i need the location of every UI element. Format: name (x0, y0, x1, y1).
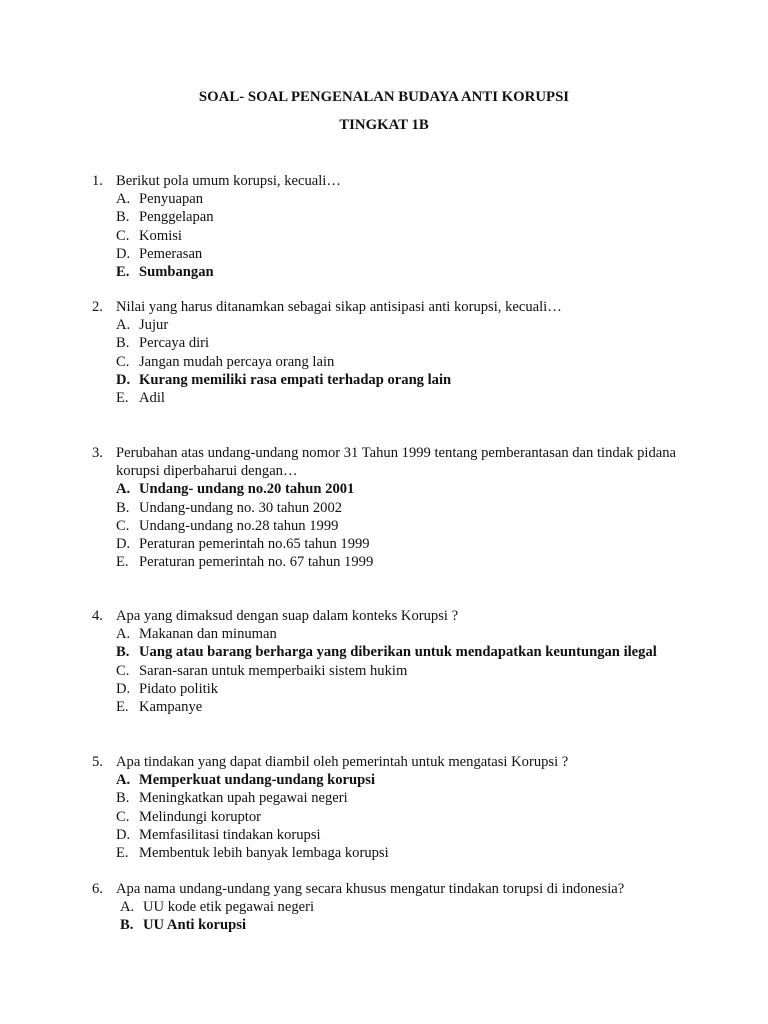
option-b: B. Percaya diri (116, 335, 210, 352)
question-stem (0, 298, 676, 316)
question-stem (0, 880, 716, 898)
option-e: E. Membentuk lebih banyak lembaga korupsi (116, 845, 389, 862)
option-d: D. Memfasilitasi tindakan korupsi (116, 826, 321, 843)
question-1 (0, 172, 768, 281)
option-a: A. Penyuapan (116, 191, 204, 208)
option-b: B. Undang-undang no. 30 tahun 2002 (116, 499, 343, 516)
question-text: Apa nama undang-undang yang secara khusus mengatur tindakan torupsi di indonesia? (116, 881, 625, 897)
question-number: 2. (92, 299, 103, 315)
option-b-answer: B. UU Anti korupsi (120, 917, 246, 934)
question-text: Apa yang dimaksud dengan suap dalam konteks Korupsi ? (116, 608, 459, 624)
option-e-answer: E. Sumbangan (116, 264, 214, 281)
option-list (0, 480, 768, 571)
question-stem (0, 444, 676, 480)
option-e: E. Adil (116, 390, 165, 407)
option-a: A. Makanan dan minuman (116, 626, 277, 643)
document-title: SOAL- SOAL PENGENALAN BUDAYA ANTI KORUPSI (198, 89, 570, 105)
question-4 (0, 607, 768, 716)
question-number: 6. (92, 881, 103, 897)
question-number: 3. (92, 445, 103, 461)
option-list (0, 898, 768, 934)
question-stem (0, 753, 676, 771)
question-text: Perubahan atas undang-undang nomor 31 Tahun 1999 tentang pemberantasan dan tindak pidana korupsi diperbaharui dengan… (116, 445, 677, 480)
option-c: C. Jangan mudah percaya orang lain (116, 353, 335, 370)
option-c: C. Melindungi koruptor (116, 808, 262, 825)
question-5 (0, 753, 768, 862)
option-b: B. Meningkatkan upah pegawai negeri (116, 790, 348, 807)
question-text: Berikut pola umum korupsi, kecuali… (116, 173, 341, 189)
option-list (0, 316, 768, 407)
option-a: A. UU kode etik pegawai negeri (120, 899, 315, 916)
question-3 (0, 444, 768, 571)
option-a-answer: A. Undang- undang no.20 tahun 2001 (116, 481, 355, 498)
option-e: E. Kampanye (116, 699, 203, 716)
question-stem (0, 607, 676, 625)
option-d: D. Peraturan pemerintah no.65 tahun 1999 (116, 536, 370, 553)
option-a: A. Jujur (116, 317, 169, 334)
option-list (0, 190, 768, 281)
option-c: C. Undang-undang no.28 tahun 1999 (116, 517, 339, 534)
question-text: Apa tindakan yang dapat diambil oleh pemerintah untuk mengatasi Korupsi ? (116, 754, 569, 770)
question-6 (0, 880, 768, 935)
option-b-answer: B. Uang atau barang berharga yang diberikan untuk mendapatkan keuntungan ilegal (116, 644, 657, 661)
question-text: Nilai yang harus ditanamkan sebagai sikap antisipasi anti korupsi, kecuali… (116, 299, 562, 315)
option-a-answer: A. Memperkuat undang-undang korupsi (116, 772, 376, 789)
option-d: D. Pemerasan (116, 245, 203, 262)
document-subtitle: TINGKAT 1B (339, 117, 429, 133)
question-2 (0, 298, 768, 407)
option-list (0, 625, 768, 716)
option-d-answer: D. Kurang memiliki rasa empati terhadap orang lain (116, 371, 452, 388)
question-stem (0, 172, 676, 190)
question-number: 5. (92, 754, 103, 770)
option-e: E. Peraturan pemerintah no. 67 tahun 1999 (116, 554, 374, 571)
option-c: C. Saran-saran untuk memperbaiki sistem hukim (116, 662, 408, 679)
option-b: B. Penggelapan (116, 209, 214, 226)
option-c: C. Komisi (116, 227, 182, 244)
question-number: 1. (92, 173, 103, 189)
option-d: D. Pidato politik (116, 680, 219, 697)
option-list (0, 771, 768, 862)
question-number: 4. (92, 608, 103, 624)
